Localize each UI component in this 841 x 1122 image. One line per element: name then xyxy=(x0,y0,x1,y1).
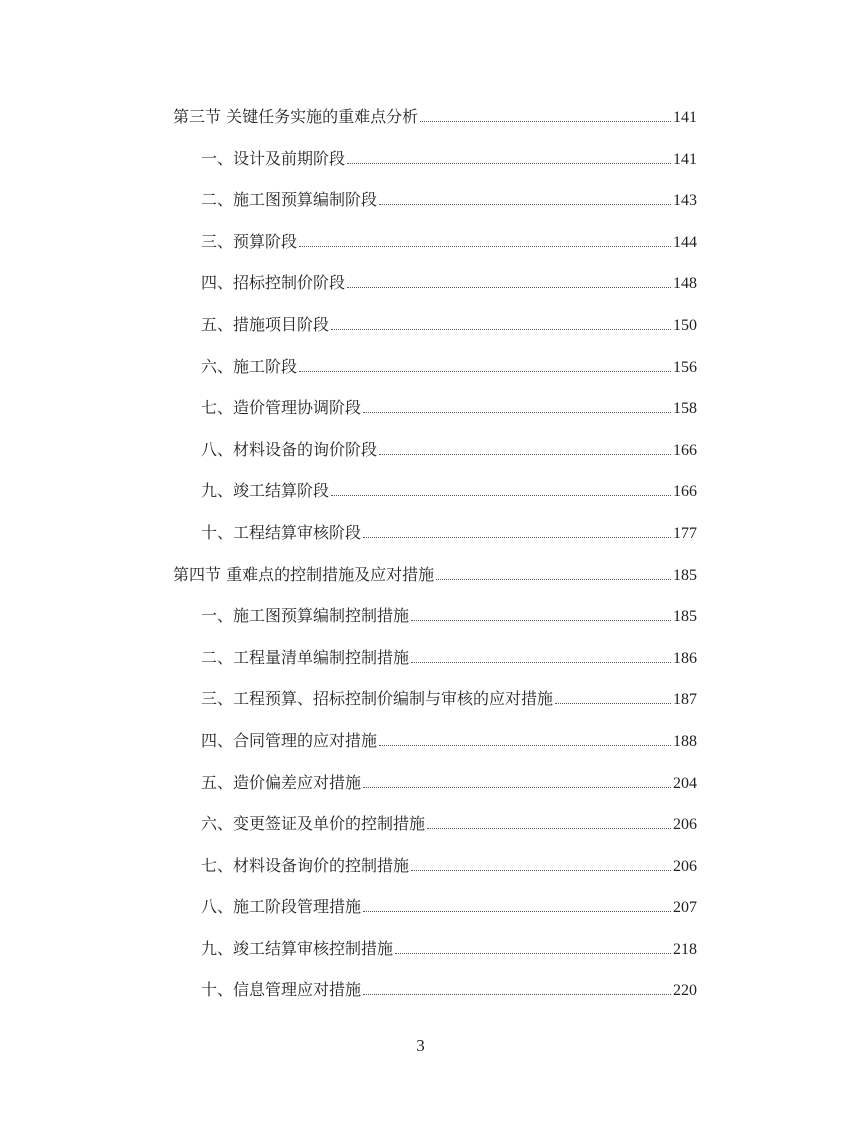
toc-entry-page: 141 xyxy=(673,150,697,168)
toc-dot-leader xyxy=(379,744,671,746)
toc-dot-leader xyxy=(363,536,671,538)
toc-dot-leader xyxy=(363,786,671,788)
toc-entry-page: 141 xyxy=(673,109,697,126)
toc-entry-page: 156 xyxy=(673,358,697,376)
toc-entry-page: 158 xyxy=(673,400,697,418)
toc-entry-page: 207 xyxy=(673,899,697,917)
toc-entry-page: 188 xyxy=(673,732,697,750)
toc-entry[interactable] xyxy=(173,270,697,312)
toc-dot-leader xyxy=(395,952,671,954)
toc-entry-label: 三、工程预算、招标控制价编制与审核的应对措施 xyxy=(201,689,554,709)
toc-dot-leader xyxy=(555,702,671,704)
toc-entry-label: 九、竣工结算审核控制措施 xyxy=(201,938,394,958)
toc-dot-leader xyxy=(299,245,671,247)
toc-dot-leader xyxy=(411,869,671,871)
toc-entry[interactable] xyxy=(173,478,697,520)
toc-entry-label: 六、施工阶段 xyxy=(201,356,298,376)
toc-entry[interactable] xyxy=(173,977,697,1019)
toc-section-entry[interactable] xyxy=(173,104,697,146)
toc-entry-page: 204 xyxy=(673,774,697,792)
toc-entry-page: 206 xyxy=(673,857,697,875)
toc-entry-label: 七、材料设备询价的控制措施 xyxy=(201,855,410,875)
toc-entry-label: 十、信息管理应对措施 xyxy=(201,980,362,1000)
toc-entry-label: 一、设计及前期阶段 xyxy=(201,148,346,168)
toc-entry-page: 148 xyxy=(673,275,697,293)
toc-entry-label: 五、造价偏差应对措施 xyxy=(201,772,362,792)
toc-entry[interactable] xyxy=(173,229,697,271)
toc-entry-label: 七、造价管理协调阶段 xyxy=(201,398,362,418)
toc-entry-label: 八、施工阶段管理措施 xyxy=(201,897,362,917)
page-number: 3 xyxy=(416,1036,425,1055)
toc-entry[interactable] xyxy=(173,770,697,812)
toc-entry-label: 八、材料设备的询价阶段 xyxy=(201,439,378,459)
toc-entry-label: 二、施工图预算编制阶段 xyxy=(201,190,378,210)
toc-entry-label: 四、招标控制价阶段 xyxy=(201,273,346,293)
toc-entry-page: 218 xyxy=(673,940,697,958)
toc-entry-page: 177 xyxy=(673,524,697,542)
toc-dot-leader xyxy=(347,162,671,164)
toc-entry[interactable] xyxy=(173,312,697,354)
toc-dot-leader xyxy=(347,286,671,288)
toc-entry[interactable] xyxy=(173,146,697,188)
toc-dot-leader xyxy=(299,370,671,372)
toc-entry-page: 220 xyxy=(673,982,697,1000)
toc-entry-page: 144 xyxy=(673,233,697,251)
toc-entry[interactable] xyxy=(173,187,697,229)
toc-entry[interactable] xyxy=(173,437,697,479)
toc-dot-leader xyxy=(436,578,671,580)
toc-entry[interactable] xyxy=(173,686,697,728)
toc-entry-page: 150 xyxy=(673,316,697,334)
toc-entry-label: 二、工程量清单编制控制措施 xyxy=(201,647,410,667)
toc-entry[interactable] xyxy=(173,603,697,645)
toc-entry[interactable] xyxy=(173,520,697,562)
toc-entry-page: 143 xyxy=(673,192,697,210)
toc-dot-leader xyxy=(379,203,671,205)
toc-dot-leader xyxy=(363,411,671,413)
toc-entry-page: 186 xyxy=(673,649,697,667)
toc-entry[interactable] xyxy=(173,645,697,687)
toc-entry[interactable] xyxy=(173,811,697,853)
toc-entry[interactable] xyxy=(173,936,697,978)
toc-dot-leader xyxy=(411,619,671,621)
toc-entry-label: 一、施工图预算编制控制措施 xyxy=(201,606,410,626)
toc-dot-leader xyxy=(363,993,671,995)
toc-entry-label: 十、工程结算审核阶段 xyxy=(201,522,362,542)
toc-entry[interactable] xyxy=(173,853,697,895)
toc-dot-leader xyxy=(420,120,671,122)
toc-entry-page: 166 xyxy=(673,441,697,459)
toc-entry[interactable] xyxy=(173,728,697,770)
toc-dot-leader xyxy=(379,453,671,455)
toc-dot-leader xyxy=(331,328,671,330)
toc-entry-label: 九、竣工结算阶段 xyxy=(201,481,330,501)
toc-entry-page: 185 xyxy=(673,608,697,626)
toc-entry[interactable] xyxy=(173,894,697,936)
toc-entry[interactable] xyxy=(173,354,697,396)
toc-dot-leader xyxy=(363,910,671,912)
toc-entry-label: 三、预算阶段 xyxy=(201,231,298,251)
toc-entry-page: 185 xyxy=(673,566,697,584)
toc-entry-label: 四、合同管理的应对措施 xyxy=(201,730,378,750)
toc-entry-page: 166 xyxy=(673,483,697,501)
toc-entry-label: 第三节 关键任务实施的重难点分析 xyxy=(173,107,419,126)
toc-dot-leader xyxy=(411,661,671,663)
toc-section-entry[interactable] xyxy=(173,562,697,604)
toc-dot-leader xyxy=(331,494,671,496)
toc-entry[interactable] xyxy=(173,395,697,437)
toc-entry-label: 第四节 重难点的控制措施及应对措施 xyxy=(173,564,435,584)
toc-entry-page: 206 xyxy=(673,816,697,834)
toc-entry-page: 187 xyxy=(673,691,697,709)
toc-entry-label: 五、措施项目阶段 xyxy=(201,314,330,334)
toc-entry-label: 六、变更签证及单价的控制措施 xyxy=(201,814,426,834)
table-of-contents xyxy=(173,104,697,1019)
toc-dot-leader xyxy=(427,827,671,829)
